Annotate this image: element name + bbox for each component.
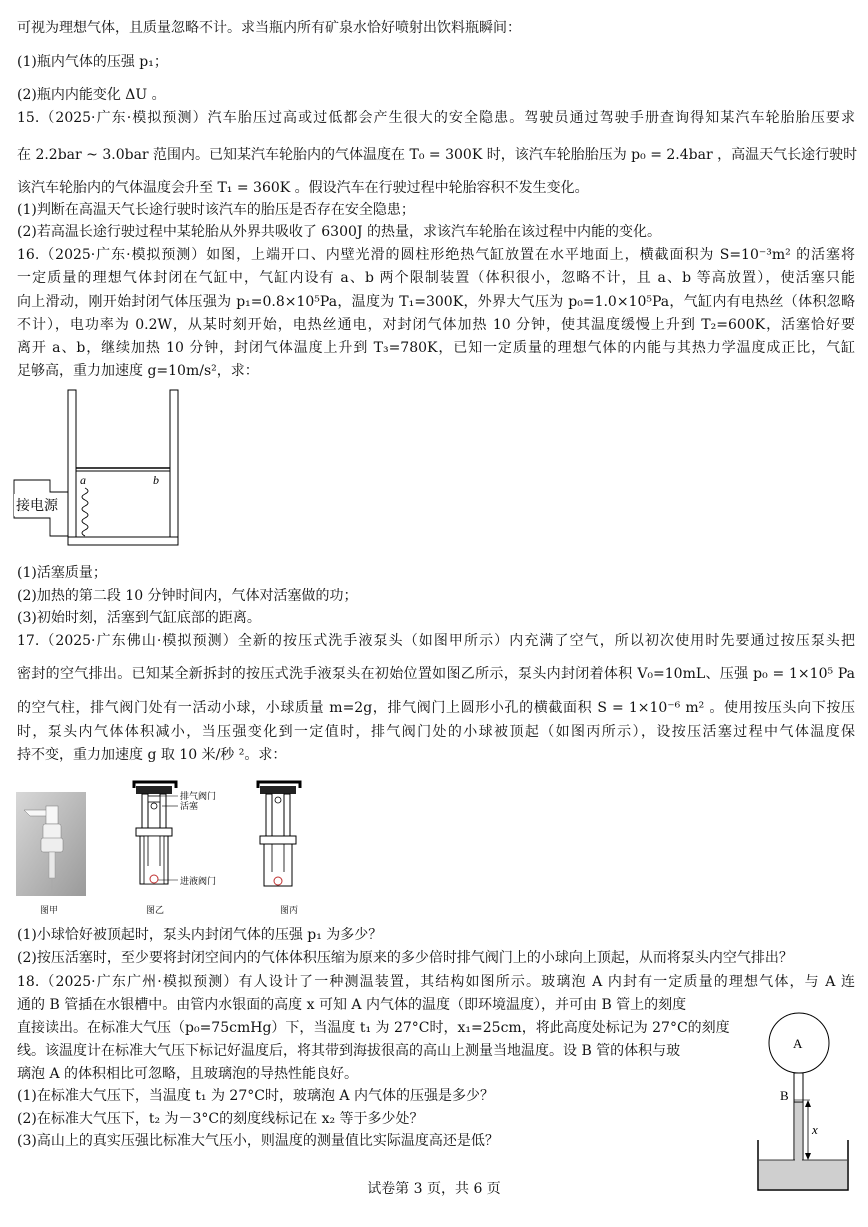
page-footer: 试卷第 3 页，共 6 页 bbox=[367, 1181, 501, 1197]
question-16-line: 离开 a、b，继续加热 10 分钟，封闭气体温度上升到 T₃=780K，已知一定质量的理想气体的内能与其热力学温度成正比，气缸 bbox=[17, 340, 855, 356]
piston-label: 活塞 bbox=[180, 802, 199, 812]
question-17-line: 持不变，重力加速度 g 取 10 米/秒 ²。求： bbox=[17, 747, 287, 763]
sub-question: (1)在标准大气压下，当温度 t₁ 为 27°C时，玻璃泡 A 内气体的压强是多少？ bbox=[17, 1088, 494, 1104]
figure-17-jia bbox=[16, 792, 86, 896]
figure-17-bing bbox=[248, 776, 318, 898]
question-18-line: 18.（2025·广东广州·模拟预测）有人设计了一种测温装置，其结构如图所示。玻璃泡 A 内封有一定质量的理想气体，与 A 连 bbox=[17, 974, 856, 990]
figure-16-cylinder bbox=[10, 380, 190, 555]
label-x: x bbox=[812, 1122, 818, 1137]
sub-question: (2)瓶内内能变化 ΔU 。 bbox=[17, 87, 166, 103]
question-16-line: 不计），电功率为 0.2W，从某时刻开始，电热丝通电，对封闭气体加热 10 分钟，使其温度缓慢上升到 T₂=600K，活塞恰好要 bbox=[17, 317, 855, 333]
question-18-line: 直接读出。在标准大气压（p₀=75cmHg）下，当温度 t₁ 为 27°C时，x₁=25cm，将此高度处标记为 27°C的刻度 bbox=[17, 1020, 730, 1036]
question-15-line: 在 2.2bar ~ 3.0bar 范围内。已知某汽车轮胎内的气体温度在 T₀ = 300K 时，该汽车轮胎胎压为 p₀ = 2.4bar ，高温天气长途行驶时 bbox=[17, 147, 858, 163]
question-16-line: 足够高，重力加速度 g=10m/s²，求： bbox=[17, 363, 259, 379]
sub-question: (3)初始时刻，活塞到气缸底部的距离。 bbox=[17, 610, 261, 626]
sub-question: (3)高山上的真实压强比标准大气压小，则温度的测量值比实际温度高还是低？ bbox=[17, 1133, 499, 1149]
sub-question: (1)小球恰好被顶起时，泵头内封闭气体的压强 p₁ 为多少？ bbox=[17, 927, 383, 943]
valve-label: 排气阀门 bbox=[180, 792, 217, 802]
sub-question: (2)加热的第二段 10 分钟时间内，气体对活塞做的功； bbox=[17, 588, 358, 604]
caption-yi: 图乙 bbox=[146, 906, 165, 916]
text-line: 可视为理想气体，且质量忽略不计。求当瓶内所有矿泉水恰好喷射出饮料瓶瞬间： bbox=[17, 20, 521, 36]
question-17-line: 时，泵头内气体体积减小，当压强变化到一定值时，排气阀门处的小球被顶起（如图丙所示），设按压活塞过程中气体温度保 bbox=[17, 724, 855, 740]
label-a: a bbox=[80, 473, 86, 487]
figure-18-thermometer bbox=[750, 1012, 860, 1192]
sub-question: (1)瓶内气体的压强 p₁； bbox=[17, 54, 168, 70]
question-18-line: 通的 B 管插在水银槽中。由管内水银面的高度 x 可知 A 内气体的温度（即环境温度），并可由 B 管上的刻度 bbox=[17, 997, 687, 1013]
heating-coil bbox=[82, 488, 88, 536]
label-A: A bbox=[793, 1036, 803, 1051]
caption-jia: 图甲 bbox=[40, 906, 59, 916]
sub-question: (2)若高温长途行驶过程中某轮胎从外界共吸收了 6300J 的热量，求该汽车轮胎在该过程中内能的变化。 bbox=[17, 224, 661, 240]
inlet-label: 进液阀门 bbox=[180, 877, 217, 887]
question-16-line: 16.（2025·广东·模拟预测）如图，上端开口、内壁光滑的圆柱形绝热气缸放置在水平地面上，横截面积为 S=10⁻³m² 的活塞将 bbox=[17, 247, 855, 263]
question-16-line: 向上滑动，刚开始封闭气体压强为 p₁=0.8×10⁵Pa，温度为 T₁=300K，外界大气压为 p₀=1.0×10⁵Pa，气缸内有电热丝（体积忽略 bbox=[17, 294, 855, 310]
sub-question: (1)活塞质量； bbox=[17, 565, 107, 581]
question-17-line: 17.（2025·广东佛山·模拟预测）全新的按压式洗手液泵头（如图甲所示）内充满了空气，所以初次使用时先要通过按压泵头把 bbox=[17, 633, 855, 649]
caption-bing: 图丙 bbox=[280, 906, 299, 916]
question-18-line: 璃泡 A 的体积相比可忽略，且玻璃泡的导热性能良好。 bbox=[17, 1066, 359, 1082]
question-17-line: 密封的空气排出。已知某全新拆封的按压式洗手液泵头在初始位置如图乙所示，泵头内封闭着体积 V₀=10mL、压强 p₀ = 1×10⁵ Pa bbox=[17, 666, 855, 682]
question-15-line: 15.（2025·广东·模拟预测）汽车胎压过高或过低都会产生很大的安全隐患。驾驶员通过驾驶手册查询得知某汽车轮胎胎压要求 bbox=[17, 110, 855, 126]
question-16-line: 一定质量的理想气体封闭在气缸中，气缸内设有 a、b 两个限制装置（体积很小，忽略不计，且 a、b 等高放置），使活塞只能 bbox=[17, 270, 855, 286]
power-label: 接电源 bbox=[16, 498, 58, 514]
question-18-line: 线。该温度计在标准大气压下标记好温度后，将其带到海拔很高的高山上测量当地温度。设 B 管的体积与玻 bbox=[17, 1043, 681, 1059]
sub-question: (2)在标准大气压下，t₂ 为－3°C的刻度线标记在 x₂ 等于多少处？ bbox=[17, 1111, 424, 1127]
sub-question: (2)按压活塞时，至少要将封闭空间内的气体体积压缩为原来的多少倍时排气阀门上的小球向上顶起，从而将泵头内空气排出？ bbox=[17, 950, 793, 966]
question-15-line: 该汽车轮胎内的气体温度会升至 T₁ = 360K 。假设汽车在行驶过程中轮胎容积不发生变化。 bbox=[17, 180, 589, 196]
sub-question: (1)判断在高温天气长途行驶时该汽车的胎压是否存在安全隐患； bbox=[17, 202, 415, 218]
label-b: b bbox=[153, 473, 159, 487]
label-B: B bbox=[780, 1088, 789, 1103]
question-17-line: 的空气柱，排气阀门处有一活动小球，小球质量 m=2g，排气阀门上圆形小孔的横截面积 S = 1×10⁻⁶ m² 。使用按压头向下按压 bbox=[17, 700, 855, 716]
